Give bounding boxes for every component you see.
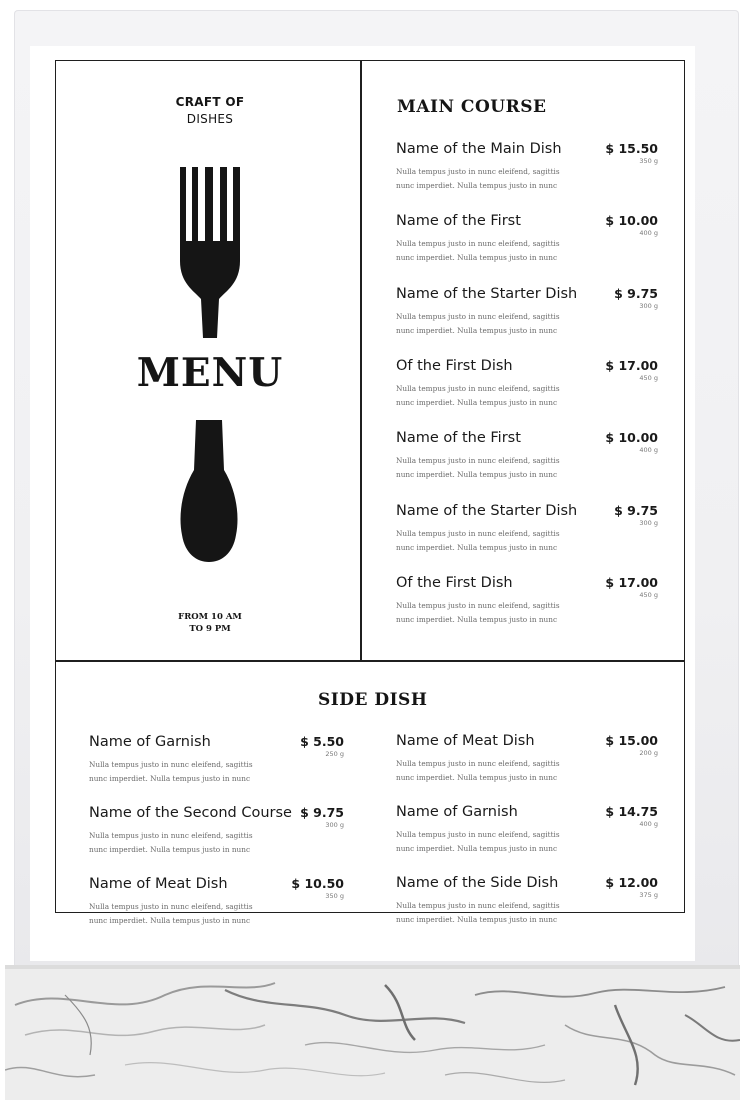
dish-name: Name of the Starter Dish xyxy=(396,502,578,519)
dish-description xyxy=(396,899,596,927)
dish-description-line-2: nunc imperdiet. Nulla tempus justo in nunc xyxy=(396,470,558,480)
dish-name: Of the First Dish xyxy=(396,357,513,374)
dish-description xyxy=(89,829,289,857)
dish-name: Name of the First xyxy=(396,213,521,230)
dish-description-line-2: nunc imperdiet. Nulla tempus justo in nunc xyxy=(89,774,251,783)
dish-description xyxy=(396,828,596,856)
dish-price: $ 10.00 xyxy=(605,430,658,446)
section-divider xyxy=(55,660,685,662)
dish-description-line-2: nunc imperdiet. Nulla tempus justo in nunc xyxy=(396,181,558,190)
dish-description-line-1: Nulla tempus justo in nunc eleifend, sagittis xyxy=(396,311,560,321)
dish-price: $ 5.50 xyxy=(300,734,344,749)
dish-description-line-2: nunc imperdiet. Nulla tempus justo in nunc xyxy=(396,773,558,782)
dish-description-line-1: Nulla tempus justo in nunc eleifend, sagittis xyxy=(396,528,560,538)
dish-price: $ 9.75 xyxy=(300,805,344,820)
dish-description-line-2: nunc imperdiet. Nulla tempus justo in nunc xyxy=(89,916,251,925)
dish-description-line-1: Nulla tempus justo in nunc eleifend, sagittis xyxy=(89,760,253,769)
dish-description-line-1: Nulla tempus justo in nunc eleifend, sagittis xyxy=(396,830,560,839)
dish-description-line-1: Nulla tempus justo in nunc eleifend, sagittis xyxy=(396,383,560,393)
fork-handle-icon xyxy=(178,420,240,562)
dish-weight: 375 g xyxy=(639,891,658,899)
dish-description xyxy=(396,165,596,193)
dish-weight: 250 g xyxy=(325,750,344,758)
brand-line-1: CRAFT OF xyxy=(175,95,245,109)
dish-description xyxy=(396,757,596,785)
dish-name: Of the First Dish xyxy=(396,574,513,591)
fork-icon xyxy=(176,163,244,338)
marble-base xyxy=(5,965,740,1100)
dish-description xyxy=(396,454,596,482)
dish-description-line-2: nunc imperdiet. Nulla tempus justo in nunc xyxy=(396,614,558,624)
dish-price: $ 15.50 xyxy=(605,141,658,156)
dish-price: $ 10.50 xyxy=(291,876,344,891)
dish-weight: 300 g xyxy=(325,821,344,829)
dish-weight: 400 g xyxy=(639,820,658,828)
dish-name: Name of the First xyxy=(396,430,521,447)
dish-description xyxy=(396,527,596,555)
hours-line-1: FROM 10 AM xyxy=(178,612,242,622)
dish-weight: 300 g xyxy=(639,301,658,310)
dish-weight: 450 g xyxy=(639,373,658,382)
dish-price: $ 14.75 xyxy=(605,804,658,819)
dish-description-line-1: Nulla tempus justo in nunc eleifend, sagittis xyxy=(89,902,253,911)
dish-description-line-1: Nulla tempus justo in nunc eleifend, sagittis xyxy=(396,759,560,768)
dish-price: $ 17.00 xyxy=(605,574,658,590)
dish-name: Name of Garnish xyxy=(89,734,211,750)
dish-price: $ 9.75 xyxy=(614,285,658,301)
dish-description-line-1: Nulla tempus justo in nunc eleifend, sagittis xyxy=(396,901,560,910)
side-dish-title: SIDE DISH xyxy=(318,690,428,710)
dish-weight: 350 g xyxy=(639,157,658,165)
dish-description-line-1: Nulla tempus justo in nunc eleifend, sagittis xyxy=(396,600,560,610)
dish-name: Name of the Starter Dish xyxy=(396,285,578,302)
dish-weight: 350 g xyxy=(325,892,344,900)
main-course-title: MAIN COURSE xyxy=(397,97,547,117)
column-divider xyxy=(360,60,362,660)
menu-title: MENU xyxy=(136,350,284,396)
dish-description-line-2: nunc imperdiet. Nulla tempus justo in nunc xyxy=(396,844,558,853)
dish-price: $ 12.00 xyxy=(605,875,658,890)
dish-description-line-2: nunc imperdiet. Nulla tempus justo in nunc xyxy=(89,845,251,854)
dish-description xyxy=(396,237,596,265)
dish-description-line-1: Nulla tempus justo in nunc eleifend, sagittis xyxy=(396,239,560,249)
dish-price: $ 10.00 xyxy=(605,213,658,229)
dish-description-line-1: Nulla tempus justo in nunc eleifend, sagittis xyxy=(396,167,560,176)
dish-weight: 400 g xyxy=(639,229,658,238)
dish-name: Name of Meat Dish xyxy=(89,876,228,892)
dish-weight: 450 g xyxy=(639,590,658,599)
dish-description-line-1: Nulla tempus justo in nunc eleifend, sagittis xyxy=(89,831,253,840)
dish-description-line-1: Nulla tempus justo in nunc eleifend, sagittis xyxy=(396,456,560,466)
dish-name: Name of the Side Dish xyxy=(396,875,559,891)
dish-name: Name of the Main Dish xyxy=(396,141,562,157)
dish-description xyxy=(396,310,596,338)
dish-description-line-2: nunc imperdiet. Nulla tempus justo in nunc xyxy=(396,325,558,335)
dish-description xyxy=(89,900,289,928)
dish-description-line-2: nunc imperdiet. Nulla tempus justo in nunc xyxy=(396,542,558,552)
dish-price: $ 15.00 xyxy=(605,733,658,748)
dish-price: $ 17.00 xyxy=(605,357,658,373)
dish-weight: 400 g xyxy=(639,446,658,455)
dish-description xyxy=(396,382,596,410)
dish-description-line-2: nunc imperdiet. Nulla tempus justo in nunc xyxy=(396,253,558,263)
dish-name: Name of Garnish xyxy=(396,804,518,820)
brand-line-2: DISHES xyxy=(186,112,234,126)
dish-weight: 300 g xyxy=(639,518,658,527)
dish-name: Name of the Second Course xyxy=(89,805,292,821)
dish-description xyxy=(89,758,289,786)
dish-description-line-2: nunc imperdiet. Nulla tempus justo in nunc xyxy=(396,915,558,924)
dish-name: Name of Meat Dish xyxy=(396,733,535,749)
dish-description xyxy=(396,599,596,627)
hours-line-2: TO 9 PM xyxy=(189,624,231,634)
dish-weight: 200 g xyxy=(639,749,658,757)
dish-price: $ 9.75 xyxy=(614,502,658,518)
dish-description-line-2: nunc imperdiet. Nulla tempus justo in nunc xyxy=(396,397,558,407)
